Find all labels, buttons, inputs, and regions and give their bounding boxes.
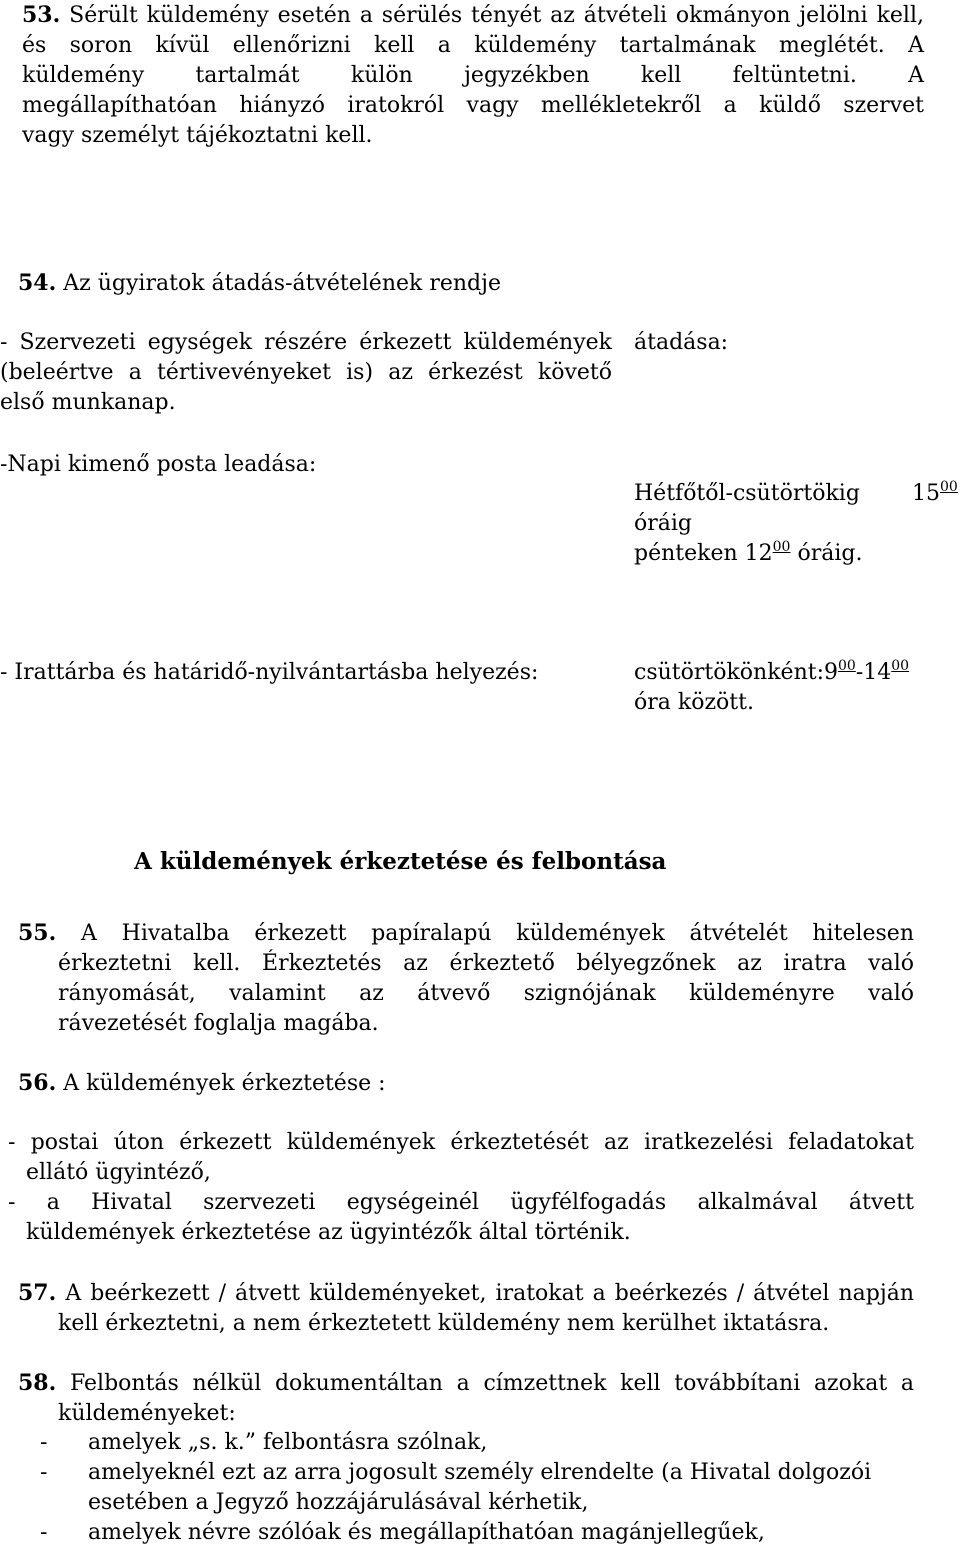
paragraph-55: 55. A Hivatalba érkezett papíralapú küldemények átvételét hitelesen érkeztetni kell. Érkeztetés az érkeztető bélyegzőnek az iratra való rányomását, valamint az átvevő szignójának küldeményre való rávezetését foglalja magába. (18, 920, 914, 1036)
paragraph-number: 54. (18, 270, 57, 296)
paragraph-number: 58. (18, 1370, 57, 1396)
paragraph-58: 58. Felbontás nélkül dokumentáltan a címzettnek kell továbbítani azokat a küldeményeket: (18, 1370, 914, 1426)
outgoing-mail-label: -Napi kimenő posta leadása: (0, 452, 317, 477)
outgoing-mail-schedule: Hétfőtől-csütörtökig $15^{00}$ óráig pénteken $12^{00}$ óráig. (634, 479, 958, 566)
sealed-bullet-3: - amelyek névre szólóak és megállapíthatóan magánjellegűek, (40, 1520, 765, 1545)
delivery-item-1-right: átadása: (634, 330, 729, 355)
paragraph-number: 57. (18, 1280, 57, 1306)
sealed-bullet-2: - amelyeknél ezt az arra jogosult személy elrendelte (a Hivatal dolgozói esetében a Jegyző hozzájárulásával kérhetik, (40, 1460, 872, 1515)
archive-item-schedule: $csütörtökönként:9^{00}-14^{00}$ óra között. (634, 658, 910, 715)
paragraph-number: 53. (22, 2, 61, 28)
paragraph-number: 56. (18, 1070, 57, 1096)
paragraph-number: 55. (18, 920, 57, 946)
archive-item-label: - Irattárba és határidő-nyilvántartásba helyezés: (0, 660, 539, 685)
arrival-bullet-2: - a Hivatal szervezeti egységeinél ügyfélfogadás alkalmával átvett küldemények érkeztetése az ügyintézők által történik. (8, 1190, 914, 1245)
delivery-item-1: - Szervezeti egységek részére érkezett küldemények (beleértve a tértivevényeket is) az érkezést követő első munkanap. (0, 330, 612, 415)
paragraph-56-heading (18, 1068, 386, 1099)
paragraph-57: 57. A beérkezett / átvett küldeményeket, iratokat a beérkezés / átvétel napján kell érkeztetni, a nem érkeztetett küldemény nem kerülhet iktatásra. (18, 1280, 914, 1336)
arrival-bullet-1: - postai úton érkezett küldemények érkeztetését az iratkezelési feladatokat ellátó ügyintéző, (8, 1130, 914, 1185)
section-title: A küldemények érkeztetése és felbontása (134, 848, 667, 875)
sealed-bullet-1: - amelyek „s. k.” felbontásra szólnak, (40, 1430, 488, 1455)
paragraph-54-heading (18, 268, 501, 299)
paragraph-title: A küldemények érkeztetése : (63, 1071, 386, 1096)
paragraph-title: Az ügyiratok átadás-átvételének rendje (63, 271, 501, 296)
paragraph-53: 53. Sérült küldemény esetén a sérülés tényét az átvételi okmányon jelölni kell, és soron kívül ellenőrizni kell a küldemény tartalmának meglétét. A küldemény tartalmát külön jegyzékben kell feltüntetni. A megállapíthatóan hiányzó iratokról vagy mellékletekről a küldő szervet vagy személyt tájékoztatni kell. (22, 2, 924, 148)
